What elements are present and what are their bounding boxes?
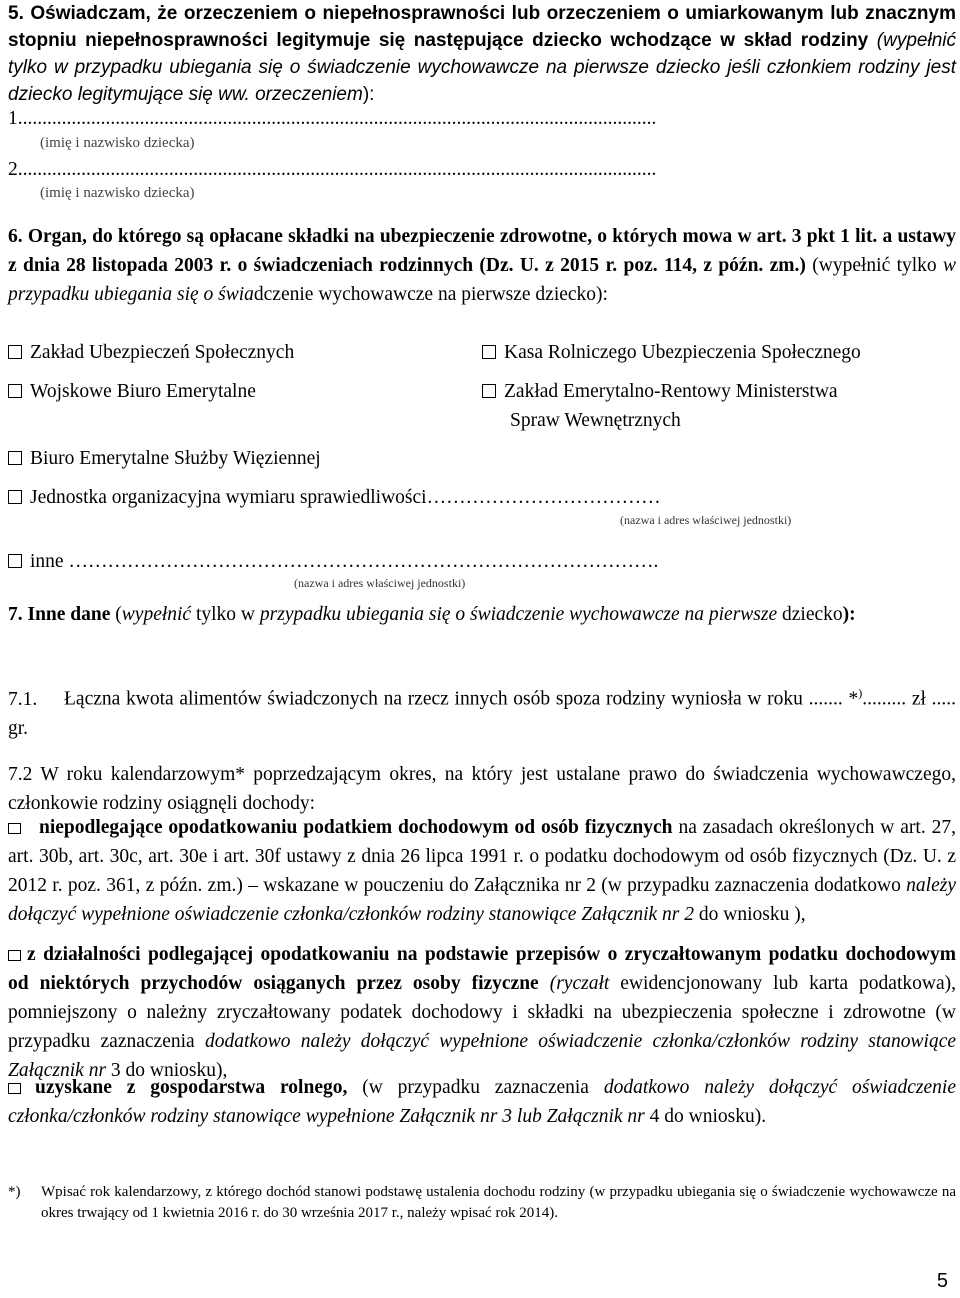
income-option-c-text <box>8 1073 956 1131</box>
checkbox-icon[interactable] <box>8 554 22 568</box>
item-7-1-text <box>8 679 956 743</box>
income-option-b-note-1: (ryczałt <box>549 973 610 994</box>
income-option-c[interactable] <box>8 1073 956 1131</box>
section-5-text <box>8 0 956 108</box>
section-6-note-3: w przypadku ubiegania się o świa <box>8 255 957 305</box>
income-option-a-text <box>8 813 956 929</box>
section-7-note-1: wypełnić <box>121 604 192 625</box>
income-option-c-desc-1: (w przypadku zaznaczenia <box>362 1077 589 1098</box>
section-6-note-2: tylko <box>896 255 937 276</box>
page-number: 5 <box>936 1270 948 1292</box>
section-5-note: (wypełnić tylko w przypadku ubiegania się o świadczenie wychowawcze na pierwsze dziecko jeśli członkiem rodziny jest dziecko legitymujące się ww. orzeczeniem <box>8 30 956 105</box>
option-zer-label-1: Zakład Emerytalno-Rentowy Ministerstwa <box>504 381 838 402</box>
checkbox-icon[interactable] <box>482 384 496 398</box>
section-7-note-end: ): <box>842 604 856 625</box>
option-besw-label: Biuro Emerytalne Służby Więziennej <box>30 448 321 469</box>
child-line-1[interactable]: 1................................................................................................................................... <box>8 108 657 129</box>
section-6-note-1: (wypełnić <box>812 255 891 276</box>
item-7-2-text: 7.2 W roku kalendarzowym* poprzedzającym okres, na który jest ustalane prawo do świadczenia wychowawczego, członkowie rodziny osiągnęli dochody: <box>8 764 956 814</box>
checkbox-icon[interactable] <box>8 451 22 465</box>
item-7-1-label: Łączna kwota alimentów świadczonych na rzecz innych osób spoza rodziny wyniosła w roku <box>64 688 803 710</box>
income-option-c-note: dodatkowo należy dołączyć oświadczenie członka/członków rodziny stanowiące wypełnione Załącznik nr 3 lub Załącznik nr <box>8 1077 956 1127</box>
income-option-b[interactable] <box>8 940 956 1085</box>
option-zus[interactable] <box>8 338 294 367</box>
item-7-1-year-field[interactable]: ....... * <box>808 688 859 710</box>
footnote-row <box>8 1182 956 1224</box>
income-option-b-desc-2: 3 do wniosku), <box>110 1060 228 1081</box>
section-7 <box>8 600 956 629</box>
income-option-a-note: należy dołączyć wypełnione oświadczenie członka/członków rodziny stanowiące Załącznik nr 2 <box>8 875 956 925</box>
section-7-note-3: przypadku ubiegania się o świadczenie wychowawcze na pierwsze <box>259 604 778 625</box>
income-option-c-desc-2: 4 do wniosku). <box>649 1106 767 1127</box>
footnote-ref: ) <box>858 686 863 700</box>
child-line-2-caption: (imię i nazwisko dziecka) <box>40 185 195 201</box>
checkbox-icon[interactable] <box>8 384 22 398</box>
option-inne-caption: (nazwa i adres właściwej jednostki) <box>294 576 466 590</box>
section-6-title: 6. Organ, do którego są opłacane składki na ubezpieczenie zdrowotne, o których mowa w art. 3 pkt 1 lit. a ustawy z dnia 28 listopada 2003 r. o świadczeniach rodzinnych (Dz. U. z 2015 r. poz. 114, z późn. zm.) <box>8 226 956 276</box>
checkbox-icon[interactable] <box>8 823 21 834</box>
option-zus-label: Zakład Ubezpieczeń Społecznych <box>30 342 295 363</box>
income-option-a-desc-1: na zasadach określonych w art. 27, art. 30b, art. 30c, art. 30e i art. 30f ustawy z dnia 26 lipca 1991 r. o podatku dochodowym od osób fizycznych (Dz. U. z 2012 r. poz. 361, z późn. zm.) – wskazane w pouczeniu do Załącznika nr 2 (w przypadku zaznaczenia dodatkowo <box>8 817 957 896</box>
income-option-b-text <box>8 940 956 1085</box>
item-7-2 <box>8 760 956 818</box>
income-option-b-note-2: dodatkowo należy dołączyć wypełnione oświadczenie członka/członków rodziny stanowiące Załącznik nr <box>8 1031 957 1081</box>
option-inne[interactable] <box>8 547 953 576</box>
checkbox-icon[interactable] <box>8 1083 21 1094</box>
option-besw[interactable] <box>8 444 321 473</box>
checkbox-icon[interactable] <box>482 345 496 359</box>
option-wbe[interactable] <box>8 377 256 406</box>
option-jednostka-caption: (nazwa i adres właściwej jednostki) <box>620 513 792 527</box>
section-5-note-end: ): <box>362 84 375 105</box>
item-7-1-amount-field[interactable]: ......... zł ..... gr. <box>8 688 957 739</box>
section-6 <box>8 222 956 309</box>
checkbox-icon[interactable] <box>8 490 22 504</box>
footnote <box>8 1182 956 1224</box>
checkbox-icon[interactable] <box>8 345 22 359</box>
child-line-2[interactable]: 2................................................................................................................................... <box>8 159 657 180</box>
income-option-a[interactable] <box>8 813 956 929</box>
footnote-mark: *) <box>8 1184 21 1200</box>
income-option-b-title: z działalności podlegającej opodatkowaniu na podstawie przepisów o zryczałtowanym podatku dochodowym od niektórych przychodów osiąganych przez osoby fizyczne <box>8 944 956 994</box>
footnote-text: Wpisać rok kalendarzowy, z którego dochód stanowi podstawę ustalenia dochodu rodziny (w przypadku ubiegania się o świadczenie wychowawcze na okres trwający od 1 kwietnia 2016 r. do 30 września 2017 r., należy wpisać rok 2014). <box>41 1184 956 1221</box>
option-krus-label: Kasa Rolniczego Ubezpieczenia Społecznego <box>504 342 861 363</box>
section-6-text <box>8 222 956 309</box>
option-zer-label-2: Spraw Wewnętrznych <box>510 410 681 431</box>
option-krus[interactable] <box>482 338 861 367</box>
option-wbe-label: Wojskowe Biuro Emerytalne <box>30 381 256 402</box>
section-7-paren: ( <box>115 604 122 625</box>
income-option-a-desc-2: do wniosku ), <box>698 904 806 925</box>
income-option-a-title: niepodlegające opodatkowaniu podatkiem dochodowym od osób fizycznych <box>39 817 673 838</box>
section-7-title: 7. Inne dane <box>8 604 111 625</box>
section-7-note-4: dziecko <box>782 604 843 625</box>
income-option-c-title: uzyskane z gospodarstwa rolnego, <box>35 1077 348 1098</box>
option-jednostka[interactable] <box>8 483 948 512</box>
item-7-1 <box>8 679 956 743</box>
checkbox-icon[interactable] <box>8 950 21 961</box>
section-6-note-4: dczenie wychowawcze na pierwsze dziecko): <box>253 284 608 305</box>
section-7-title-text <box>8 600 956 629</box>
option-jednostka-label: Jednostka organizacyjna wymiaru sprawiedliwości……………………………… <box>30 487 661 508</box>
section-7-note-2: tylko w <box>195 604 256 625</box>
section-5-statement: Oświadczam, że orzeczeniem o niepełnosprawności lub orzeczeniem o umiarkowanym lub znacznym stopniu niepełnosprawności legitymuje się następujące dziecko wchodzące w skład rodziny <box>8 3 956 51</box>
option-inne-label: inne ………………………………………………………………………………. <box>30 551 659 572</box>
section-5 <box>8 0 956 108</box>
income-option-b-desc-1: ewidencjonowany lub karta podatkowa), pomniejszony o należny zryczałtowany podatek dochodowy i składki na ubezpieczenia społeczne i zdrowotne (w przypadku zaznaczenia <box>8 973 956 1052</box>
section-5-number: 5. <box>8 3 24 24</box>
option-zer[interactable] <box>482 377 838 406</box>
child-line-1-caption: (imię i nazwisko dziecka) <box>40 135 195 151</box>
item-7-1-number: 7.1. <box>8 688 38 710</box>
